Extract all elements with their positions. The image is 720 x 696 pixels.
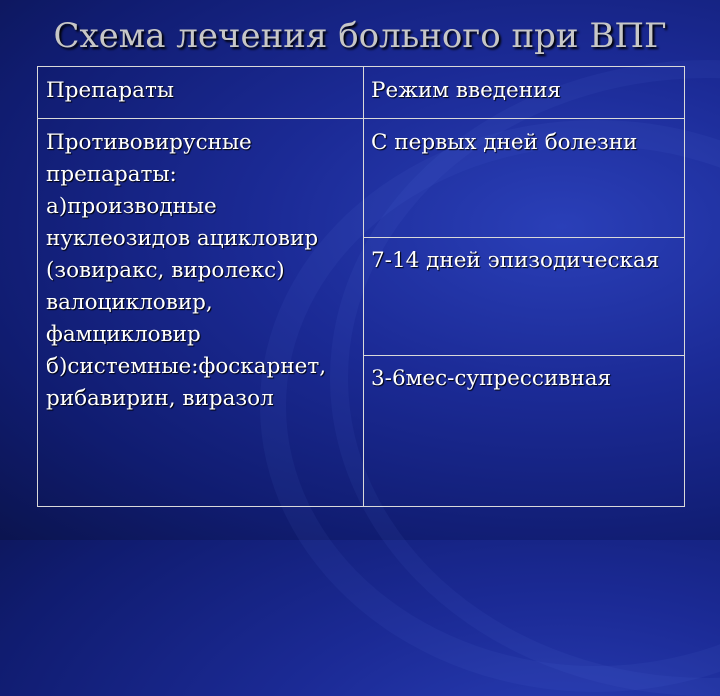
table-row-divider — [363, 237, 684, 238]
header-mode: Режим введения — [371, 78, 561, 103]
slide-title: Схема лечения больного при ВПГ — [53, 16, 667, 56]
table-column-divider — [363, 67, 364, 506]
drugs-line: нуклеозидов ацикловир — [46, 226, 319, 251]
table-header-divider — [38, 118, 684, 119]
drugs-line: б)системные:фоскарнет, — [46, 354, 327, 379]
mode-suppressive: 3-6мес-супрессивная — [371, 366, 612, 391]
drugs-line: фамцикловир — [46, 322, 201, 347]
table-row-divider — [363, 355, 684, 356]
drugs-line: Противовирусные — [46, 130, 252, 155]
drugs-line: препараты: — [46, 162, 177, 187]
header-drugs: Препараты — [46, 78, 174, 103]
drugs-cell — [46, 127, 326, 415]
drugs-line: рибавирин, виразол — [46, 386, 274, 411]
drugs-line: а)производные — [46, 194, 217, 219]
mode-first-days: С первых дней болезни — [371, 130, 638, 155]
drugs-line: валоцикловир, — [46, 290, 213, 315]
treatment-table — [37, 66, 685, 507]
drugs-line: (зовиракс, виролекс) — [46, 258, 285, 283]
mode-episodic: 7-14 дней эпизодическая — [371, 248, 660, 273]
